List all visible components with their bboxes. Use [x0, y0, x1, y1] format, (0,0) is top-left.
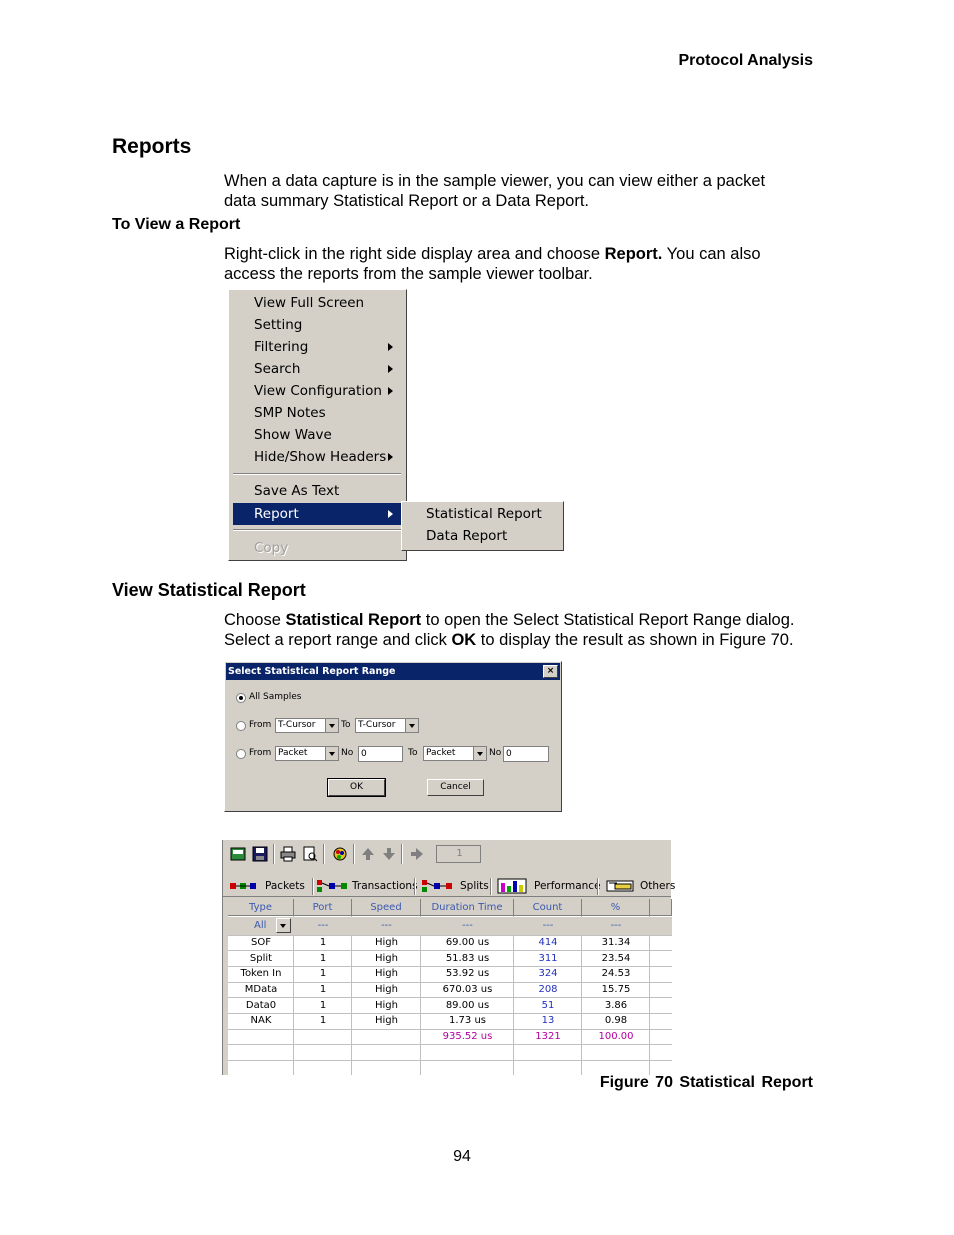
cancel-button[interactable]: Cancel — [427, 779, 484, 796]
dialog-title: Select Statistical Report Range — [228, 666, 396, 677]
cell-percent: 15.75 — [601, 984, 631, 995]
cell-count: 51 — [541, 1000, 555, 1011]
cell-speed: High — [375, 1015, 398, 1026]
menu-item-hide-show-headers[interactable] — [233, 446, 401, 468]
dialog-title-bar — [226, 663, 560, 680]
select-value: T-Cursor — [278, 720, 316, 730]
arrow-right-icon[interactable] — [409, 846, 425, 862]
chevron-down-icon[interactable] — [405, 719, 418, 732]
figure-caption: Figure 70 Statistical Report — [599, 1074, 813, 1091]
from-packet-select[interactable] — [275, 746, 339, 761]
port-filter[interactable]: --- — [294, 917, 352, 935]
menu-label: Search — [254, 361, 301, 377]
label-to: To — [341, 720, 351, 730]
menu-item-setting[interactable] — [233, 314, 401, 336]
menu-label: View Configuration — [254, 383, 382, 399]
filter-empty — [650, 917, 672, 935]
menu-item-search[interactable] — [233, 358, 401, 380]
save-icon[interactable] — [252, 846, 268, 862]
cell-duration: 53.92 us — [445, 968, 490, 979]
report-table — [228, 899, 672, 1075]
cell-count: 208 — [538, 984, 558, 995]
menu-label: Show Wave — [254, 427, 332, 443]
cell-count: 311 — [538, 953, 558, 964]
arrow-up-icon[interactable] — [360, 846, 376, 862]
export-icon[interactable] — [230, 846, 246, 862]
arrow-down-icon[interactable] — [381, 846, 397, 862]
duration-filter[interactable]: --- — [421, 917, 514, 935]
cell-port: 1 — [319, 1015, 327, 1026]
cell-type: SOF — [251, 937, 271, 948]
cell-type: MData — [244, 984, 278, 995]
print-preview-icon[interactable] — [302, 846, 318, 862]
cell-duration: 89.00 us — [445, 1000, 490, 1011]
radio-from-packet[interactable] — [236, 749, 246, 759]
view-report-paragraph — [224, 244, 824, 284]
cell-speed: High — [375, 968, 398, 979]
from-cursor-select[interactable] — [275, 718, 339, 733]
submenu-item-statistical-report[interactable] — [405, 503, 560, 525]
label-all-samples: All Samples — [249, 692, 302, 702]
view-report-line-1 — [224, 244, 824, 264]
stat-report-line-1 — [224, 610, 844, 630]
toolbar-separator — [353, 844, 355, 864]
submenu-arrow-icon — [388, 453, 393, 461]
cell-duration: 670.03 us — [442, 984, 493, 995]
tab-transactions[interactable] — [314, 876, 416, 896]
cell-type: Token In — [240, 968, 282, 979]
menu-item-report[interactable] — [233, 503, 401, 525]
tab-performance[interactable] — [492, 876, 599, 896]
text-run: to open the Select Statistical Report Range dialog. — [421, 611, 795, 629]
cell-port: 1 — [319, 937, 327, 948]
cell-duration: 1.73 us — [449, 1015, 486, 1026]
stat-report-paragraph — [224, 610, 844, 650]
total-count: 1321 — [535, 1031, 561, 1042]
submenu-item-data-report[interactable] — [405, 525, 560, 547]
cell-speed: High — [375, 1000, 398, 1011]
cell-type: Data0 — [245, 1000, 277, 1011]
select-range-dialog — [224, 661, 562, 812]
menu-label: Copy — [254, 540, 289, 556]
tab-splits[interactable] — [416, 876, 492, 896]
menu-label: Save As Text — [254, 483, 340, 499]
cell-type: NAK — [250, 1015, 272, 1026]
transactions-icon — [317, 880, 347, 892]
cell-percent: 0.98 — [604, 1015, 628, 1026]
cell-count: 324 — [538, 968, 558, 979]
statistical-report-window — [222, 840, 676, 1075]
label-no: No — [489, 748, 502, 758]
cell-percent: 23.54 — [601, 953, 631, 964]
chevron-down-icon[interactable] — [276, 918, 291, 933]
menu-label: Filtering — [254, 339, 309, 355]
toolbar-separator — [273, 844, 275, 864]
column-header-duration-time[interactable]: Duration Time — [421, 899, 514, 916]
intro-line-1: When a data capture is in the sample viewer, you can view either a packet — [224, 172, 766, 190]
cell-port: 1 — [319, 1000, 327, 1011]
menu-label: View Full Screen — [254, 295, 365, 311]
context-menu — [228, 289, 407, 561]
tab-label: Splits — [460, 880, 489, 892]
from-number-input[interactable]: 0 — [358, 746, 403, 762]
radio-from-cursor[interactable] — [236, 721, 246, 731]
performance-chart-icon — [498, 879, 526, 893]
tab-label: Transactions — [352, 880, 418, 892]
subheading-view-statistical-report: View Statistical Report — [112, 580, 306, 600]
submenu-arrow-icon — [388, 387, 393, 395]
menu-label: Hide/Show Headers — [254, 449, 387, 465]
menu-item-show-wave[interactable] — [233, 424, 401, 446]
cell-speed: High — [375, 984, 398, 995]
cell-port: 1 — [319, 953, 327, 964]
label-to: To — [408, 748, 418, 758]
cell-duration: 51.83 us — [445, 953, 490, 964]
label-from: From — [249, 748, 272, 758]
print-icon[interactable] — [280, 846, 296, 862]
menu-label: SMP Notes — [254, 405, 326, 421]
menu-label: Setting — [254, 317, 303, 333]
report-submenu — [401, 501, 564, 551]
cell-speed: High — [375, 937, 398, 948]
filter-value: All — [254, 920, 267, 931]
goto-number-input[interactable]: 1 — [436, 845, 481, 863]
chevron-down-icon[interactable] — [325, 719, 338, 732]
tab-others[interactable] — [599, 876, 676, 896]
submenu-arrow-icon — [388, 365, 393, 373]
column-header-count[interactable]: Count — [514, 899, 582, 916]
to-cursor-select[interactable] — [355, 718, 419, 733]
total-percent: 100.00 — [598, 1031, 634, 1042]
text-run: Select a report range and click — [224, 631, 452, 649]
intro-line-2: data summary Statistical Report or a Data Report. — [224, 192, 589, 210]
cell-count: 414 — [538, 937, 558, 948]
tab-label: Packets — [265, 880, 305, 892]
menu-item-copy — [233, 537, 401, 559]
cell-speed: High — [375, 953, 398, 964]
grid-line — [228, 1060, 672, 1061]
menu-separator — [233, 529, 401, 531]
menu-item-view-full-screen[interactable] — [233, 292, 401, 314]
cell-port: 1 — [319, 984, 327, 995]
report-tabs — [223, 876, 676, 897]
toolbar-separator — [401, 844, 403, 864]
bold-report: Report. — [604, 245, 663, 263]
others-icon — [605, 879, 635, 893]
text-run: to display the result as shown in Figure 70. — [476, 631, 794, 649]
tab-label: Others — [640, 880, 676, 892]
close-icon[interactable]: × — [543, 665, 558, 678]
text-run: Choose — [224, 611, 286, 629]
grid-line — [228, 1044, 672, 1045]
chevron-down-icon[interactable] — [473, 747, 486, 760]
cell-type: Split — [249, 953, 273, 964]
total-duration: 935.52 us — [442, 1031, 493, 1042]
section-title: Reports — [112, 135, 192, 158]
packets-icon — [230, 882, 256, 890]
select-value: Packet — [426, 748, 456, 758]
cell-port: 1 — [319, 968, 327, 979]
bold-ok: OK — [451, 631, 477, 649]
cell-percent: 3.86 — [604, 1000, 628, 1011]
radio-all-samples[interactable] — [236, 693, 246, 703]
text-run: Right-click in the right side display area and choose — [224, 245, 605, 263]
menu-separator — [233, 473, 401, 475]
type-filter-select[interactable] — [228, 917, 294, 935]
column-header-port[interactable]: Port — [294, 899, 352, 916]
menu-label: Report — [254, 506, 299, 522]
select-value: T-Cursor — [358, 720, 396, 730]
page-number: 94 — [453, 1148, 471, 1165]
submenu-arrow-icon — [388, 510, 393, 518]
column-header-empty — [650, 899, 672, 916]
subheading-view-report: To View a Report — [112, 216, 241, 233]
intro-paragraph — [224, 171, 824, 211]
view-report-line-2: access the reports from the sample viewer toolbar. — [224, 265, 593, 283]
bold-statistical-report: Statistical Report — [285, 611, 422, 629]
cell-percent: 24.53 — [601, 968, 631, 979]
running-header: Protocol Analysis — [678, 52, 813, 69]
column-header-percent[interactable]: % — [582, 899, 650, 916]
label-no: No — [341, 748, 354, 758]
stat-report-line-2 — [224, 630, 844, 650]
to-number-input[interactable]: 0 — [503, 746, 549, 762]
percent-filter[interactable]: --- — [582, 917, 650, 935]
splits-icon — [422, 880, 452, 892]
column-header-type[interactable]: Type — [228, 899, 294, 916]
speed-filter[interactable]: --- — [352, 917, 421, 935]
count-filter[interactable]: --- — [514, 917, 582, 935]
cell-percent: 31.34 — [601, 937, 631, 948]
column-header-speed[interactable]: Speed — [352, 899, 421, 916]
menu-item-view-configuration[interactable] — [233, 380, 401, 402]
chevron-down-icon[interactable] — [325, 747, 338, 760]
menu-label: Statistical Report — [426, 506, 542, 522]
to-packet-select[interactable] — [423, 746, 487, 761]
color-palette-icon[interactable] — [332, 846, 348, 862]
submenu-arrow-icon — [388, 343, 393, 351]
ok-button[interactable]: OK — [328, 779, 385, 796]
cell-count: 13 — [541, 1015, 555, 1026]
toolbar-separator — [323, 844, 325, 864]
report-toolbar — [223, 840, 671, 868]
menu-item-filtering[interactable] — [233, 336, 401, 358]
menu-item-save-as-text[interactable] — [233, 480, 401, 502]
menu-item-smp-notes[interactable] — [233, 402, 401, 424]
label-from: From — [249, 720, 272, 730]
select-value: Packet — [278, 748, 308, 758]
text-run: You can also — [662, 245, 761, 263]
tab-packets[interactable] — [228, 876, 314, 896]
cell-duration: 69.00 us — [445, 937, 490, 948]
menu-label: Data Report — [426, 528, 508, 544]
tab-label: Performance — [534, 880, 601, 892]
